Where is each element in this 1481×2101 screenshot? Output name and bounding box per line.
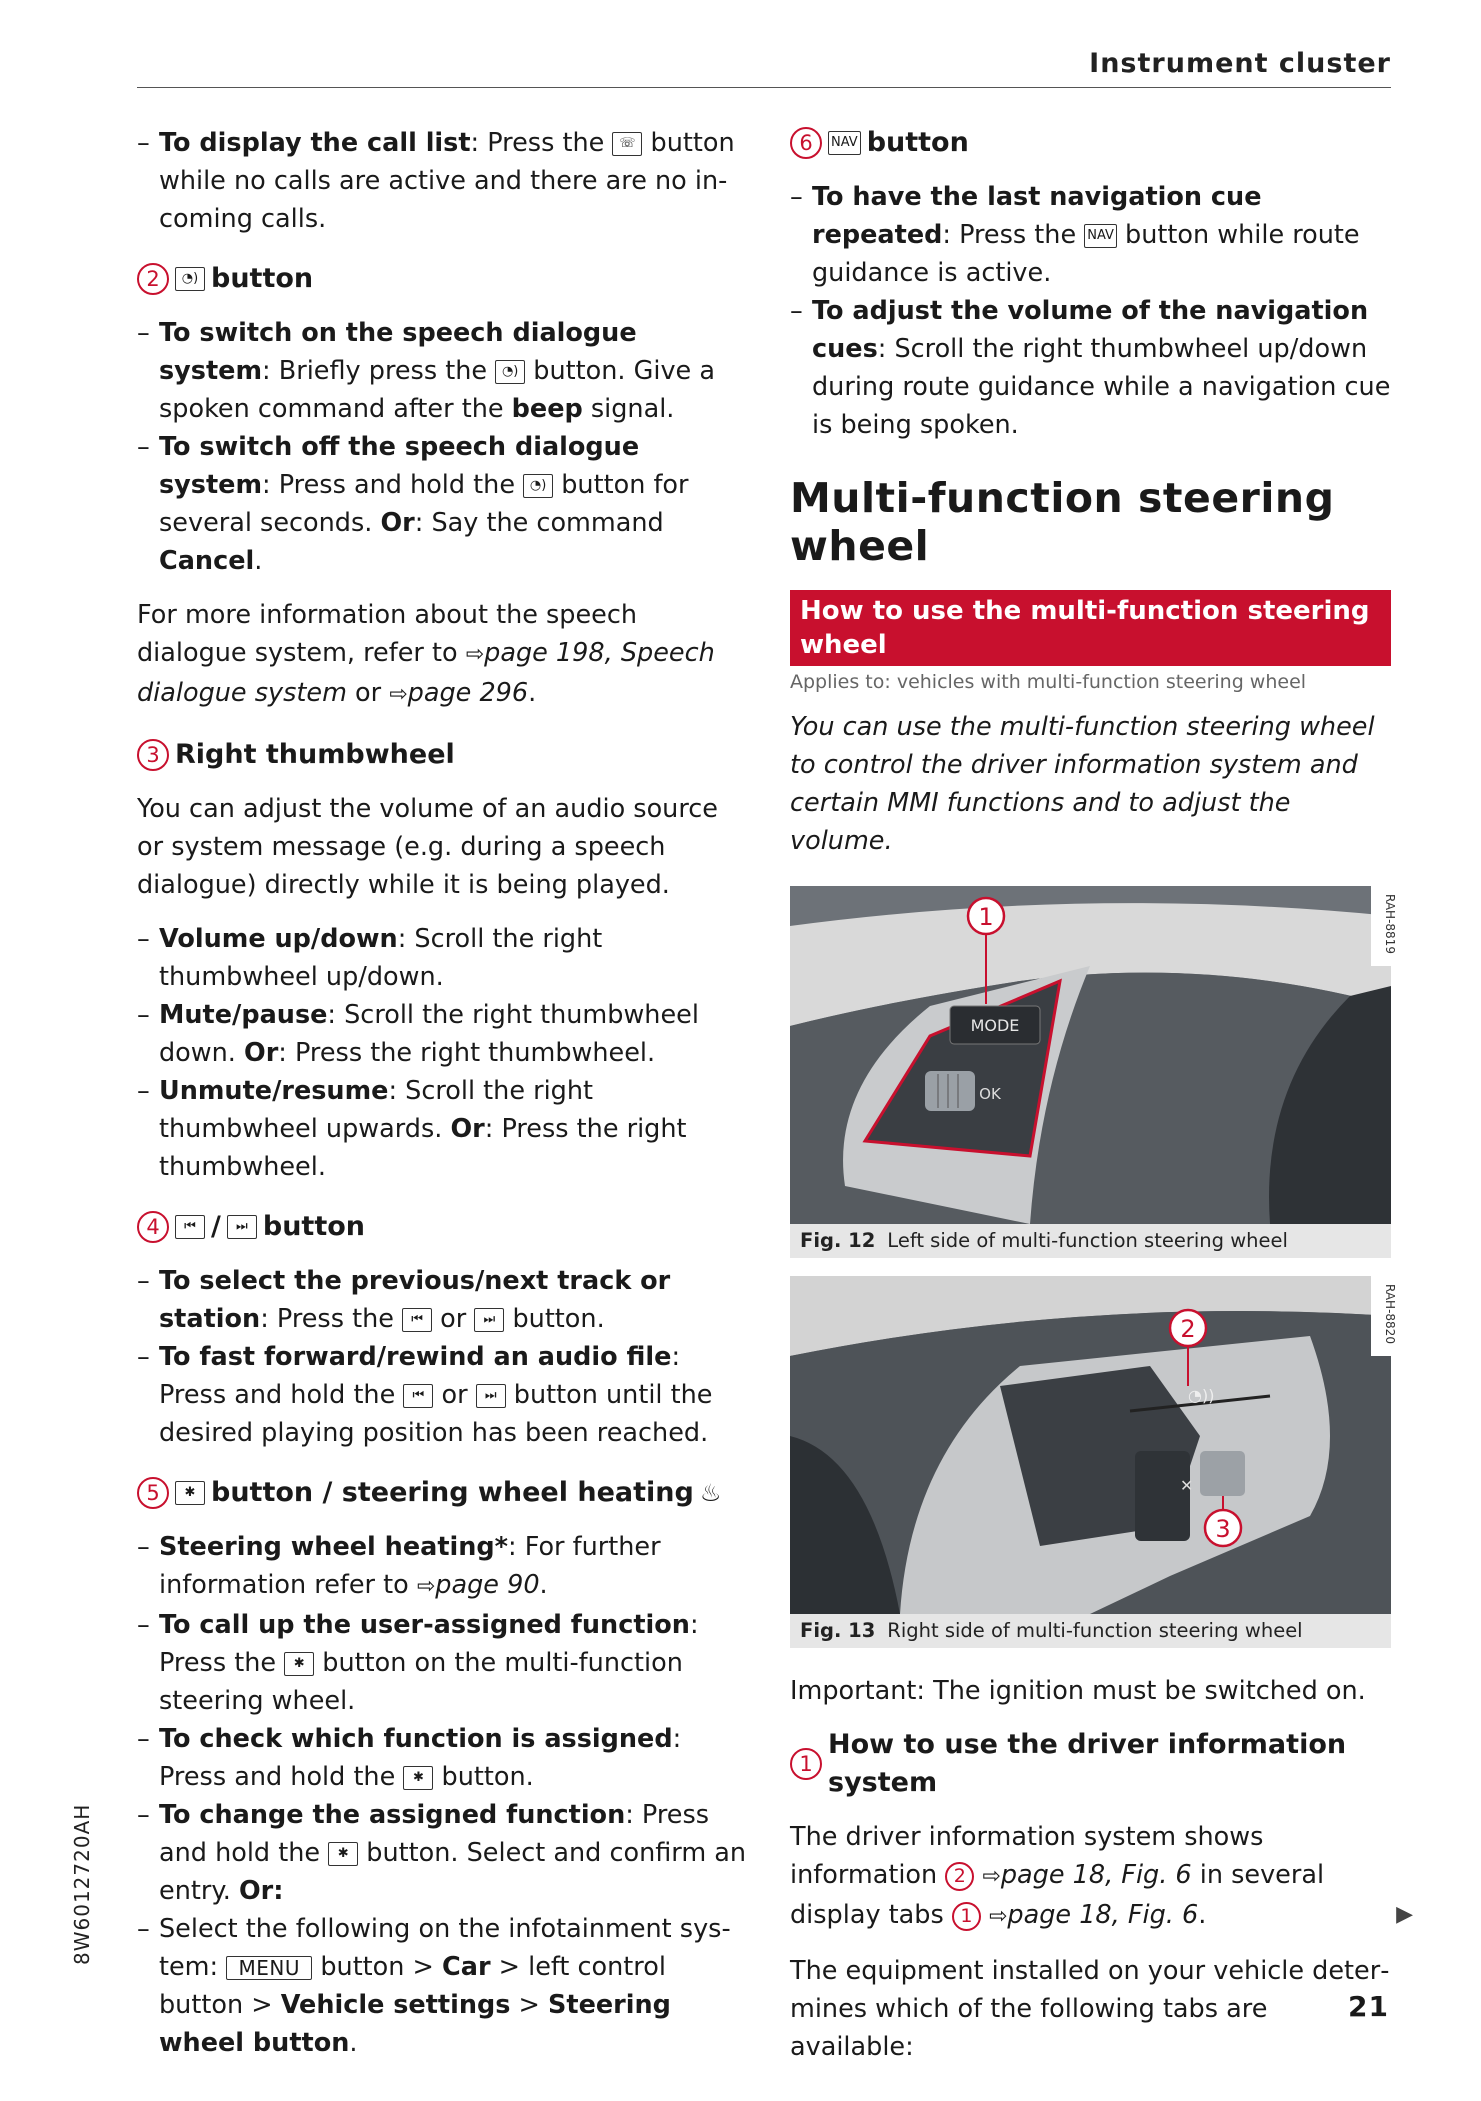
right-steering-wheel-illustration: [790, 1276, 1397, 1614]
callout-2: 2: [945, 1862, 974, 1891]
mute-icon: ✕: [1180, 1476, 1194, 1495]
phone-icon: ☏: [612, 132, 642, 156]
section-title: Multi-function steering wheel: [790, 474, 1335, 570]
nav-voice-icon: NAV: [1084, 224, 1117, 248]
page-ref-arrow-icon: ⇨: [988, 1904, 1008, 1929]
figure-13-caption: Fig. 13 Right side of multi-function steering wheel: [790, 1614, 1391, 1648]
nav-volume-item: – To adjust the volume of the navigation cues: Scroll the right thumbwheel up/down during route guidance while a navigation cue is being spoken.: [790, 292, 1391, 444]
callout-3: 3: [137, 739, 169, 771]
item-6-heading: 6 NAV button: [790, 124, 1391, 162]
check-function-item: – To check which function is assigned: Press and hold the ✱ button.: [137, 1720, 747, 1796]
callout-1: 1: [952, 1902, 981, 1931]
continue-arrow-icon: ▶: [1396, 1902, 1413, 1927]
left-column: [137, 124, 747, 2062]
menu-key: MENU: [226, 1956, 312, 1980]
user-function-item: – To call up the user-assigned function: Press the ✱ button on the multi-function steering wheel.: [137, 1606, 747, 1720]
mode-button-label: MODE: [970, 1016, 1020, 1035]
ok-label: OK: [979, 1085, 1001, 1103]
nav-voice-icon: NAV: [828, 131, 861, 155]
callout-1: 1: [790, 1748, 822, 1780]
header-rule: [137, 87, 1391, 88]
intro-paragraph: You can use the multi-function steering wheel to control the driver information system and certain MMI functions and to adjust the volume.: [790, 712, 1375, 856]
figure-callout-1: 1: [978, 903, 994, 931]
subsection-title-bar: How to use the multi-function steering wheel: [790, 590, 1391, 666]
page-reference-link[interactable]: page 18, Fig. 6: [1007, 1900, 1199, 1930]
applies-to-note: Applies to: vehicles with multi-function steering wheel: [790, 671, 1307, 693]
figure-code: RAH-8819: [1383, 894, 1397, 954]
heating-item: – Steering wheel heating*: For further information refer to ⇨page 90.: [137, 1528, 747, 1606]
next-track-icon: ⏭: [474, 1308, 504, 1332]
star-button-icon: ✱: [403, 1766, 433, 1790]
figure-callout-3: 3: [1215, 1515, 1231, 1543]
star-button-icon: ✱: [328, 1842, 358, 1866]
important-note: Important: The ignition must be switched on.: [790, 1676, 1366, 1706]
item-2-heading: 2 ◔) button: [137, 260, 747, 298]
page-ref-arrow-icon: ⇨: [416, 1574, 436, 1599]
star-button-icon: ✱: [284, 1652, 314, 1676]
speech-on-item: – To switch on the speech dialogue system: Briefly press the ◔) button. Give a spoken command after the beep signal.: [137, 314, 747, 428]
speech-off-item: – To switch off the speech dialogue system: Press and hold the ◔) button for several seconds. Or: Say the command Cancel.: [137, 428, 747, 580]
nav-repeat-item: – To have the last navigation cue repeated: Press the NAV button while route guidance is active.: [790, 178, 1391, 292]
page-ref-arrow-icon: ⇨: [465, 642, 485, 667]
voice-control-icon: ◔)): [1188, 1386, 1215, 1405]
figure-13: [790, 1276, 1397, 1648]
voice-icon: ◔): [495, 360, 525, 384]
previous-track-icon: ⏮: [175, 1215, 205, 1239]
page-reference-link[interactable]: page 296: [407, 678, 529, 708]
call-list-item: – To display the call list: Press the ☏ button while no calls are active and there are no incoming calls.: [137, 124, 747, 238]
thumbwheel-paragraph: You can adjust the volume of an audio source or system message (e.g. during a speech dialogue) directly while it is being played.: [137, 794, 718, 900]
voice-icon: ◔): [523, 474, 553, 498]
select-item: – Select the following on the infotainment system: MENU button > Car > left control button > Vehicle settings > Steering wheel button.: [137, 1910, 747, 2062]
item-1-heading: 1 How to use the driver information system: [790, 1726, 1391, 1802]
figure-12-caption: Fig. 12 Left side of multi-function steering wheel: [790, 1224, 1391, 1258]
callout-5: 5: [137, 1477, 169, 1509]
dis-paragraph: The driver information system shows information 2 ⇨page 18, Fig. 6 in several display tabs 1 ⇨page 18, Fig. 6.: [790, 1822, 1325, 1930]
previous-track-icon: ⏮: [402, 1308, 432, 1332]
callout-6: 6: [790, 127, 822, 159]
voice-icon: ◔): [175, 267, 205, 291]
item-4-heading: 4 ⏮ / ⏭ button: [137, 1208, 747, 1246]
equipment-paragraph: The equipment installed on your vehicle determines which of the following tabs are available:: [790, 1956, 1390, 2062]
track-item: – To select the previous/next track or station: Press the ⏮ or ⏭ button.: [137, 1262, 747, 1338]
steering-wheel-heating-icon: ♨: [699, 1479, 722, 1507]
page-reference-link[interactable]: page 90: [435, 1570, 540, 1600]
unmute-item: – Unmute/resume: Scroll the right thumbwheel upwards. Or: Press the right thumbwheel.: [137, 1072, 747, 1186]
next-track-icon: ⏭: [476, 1384, 506, 1408]
page-reference-link[interactable]: page 198, Speech dialogue system: [137, 638, 715, 708]
page-ref-arrow-icon: ⇨: [389, 682, 408, 707]
page-reference-link[interactable]: page 18, Fig. 6: [1000, 1860, 1192, 1890]
mute-item: – Mute/pause: Scroll the right thumbwheel down. Or: Press the right thumbwheel.: [137, 996, 747, 1072]
page-number: 21: [1348, 1990, 1389, 2023]
item-5-heading: 5 ✱ button / steering wheel heating ♨: [137, 1474, 747, 1512]
fast-forward-item: – To fast forward/rewind an audio file: Press and hold the ⏮ or ⏭ button until the desired playing position has been reached.: [137, 1338, 747, 1452]
item-3-heading: 3 Right thumbwheel: [137, 736, 747, 774]
running-header: Instrument cluster: [1089, 48, 1391, 79]
previous-track-icon: ⏮: [403, 1384, 433, 1408]
left-steering-wheel-illustration: [790, 886, 1397, 1224]
right-column: [790, 124, 1397, 2066]
figure-12: [790, 886, 1397, 1258]
more-info-paragraph: For more information about the speech dialogue system, refer to ⇨page 198, Speech dialogue system or ⇨page 296.: [137, 600, 715, 708]
document-code: 8W6012720AH: [70, 1803, 94, 1965]
next-track-icon: ⏭: [227, 1215, 257, 1239]
callout-2: 2: [137, 263, 169, 295]
callout-4: 4: [137, 1211, 169, 1243]
star-button-icon: ✱: [175, 1481, 205, 1505]
change-function-item: – To change the assigned function: Press and hold the ✱ button. Select and confirm an entry. Or:: [137, 1796, 747, 1910]
figure-code: RAH-8820: [1383, 1284, 1397, 1344]
volume-item: – Volume up/down: Scroll the right thumbwheel up/down.: [137, 920, 747, 996]
page-ref-arrow-icon: ⇨: [982, 1864, 1001, 1889]
figure-callout-2: 2: [1180, 1315, 1196, 1343]
